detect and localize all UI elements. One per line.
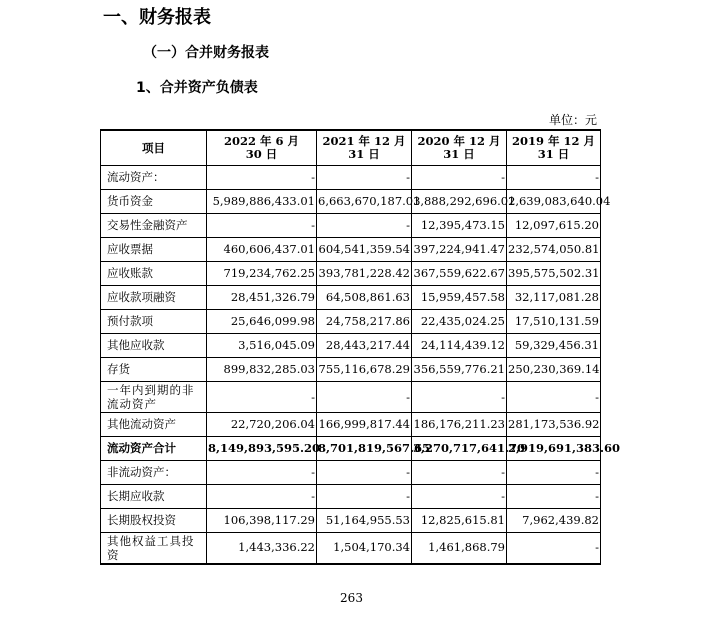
cell-value: 755,116,678.29: [317, 358, 412, 382]
cell-value: 1,888,292,696.02: [412, 190, 507, 214]
cell-value: -: [507, 382, 601, 413]
section-heading: 一、财务报表: [103, 7, 211, 28]
cell-value: 12,395,473.15: [412, 214, 507, 238]
row-label: 交易性金融资产: [101, 214, 207, 238]
column-header-2021-12: 2021 年 12 月 31 日: [317, 130, 412, 166]
table-row: [101, 214, 601, 238]
row-label: 其他权益工具投资: [101, 533, 207, 564]
cell-value: 604,541,359.54: [317, 238, 412, 262]
cell-value: -: [412, 461, 507, 485]
table-row: [101, 509, 601, 533]
cell-value: 15,959,457.58: [412, 286, 507, 310]
cell-value: 32,117,081.28: [507, 286, 601, 310]
cell-value: 186,176,211.23: [412, 413, 507, 437]
cell-value: 12,825,615.81: [412, 509, 507, 533]
cell-value: 6,663,670,187.03: [317, 190, 412, 214]
cell-value: 356,559,776.21: [412, 358, 507, 382]
cell-value: 5,989,886,433.01: [207, 190, 317, 214]
cell-value: 28,451,326.79: [207, 286, 317, 310]
cell-value: 106,398,117.29: [207, 509, 317, 533]
cell-value: 232,574,050.81: [507, 238, 601, 262]
cell-value: -: [317, 485, 412, 509]
cell-value: -: [507, 461, 601, 485]
row-label: 非流动资产：: [101, 461, 207, 485]
cell-value: 64,508,861.63: [317, 286, 412, 310]
cell-value: 166,999,817.44: [317, 413, 412, 437]
cell-value: 397,224,941.47: [412, 238, 507, 262]
cell-value: 51,164,955.53: [317, 509, 412, 533]
cell-value: 17,510,131.59: [507, 310, 601, 334]
row-label: 长期股权投资: [101, 509, 207, 533]
cell-value: -: [207, 485, 317, 509]
cell-value: -: [412, 485, 507, 509]
cell-value: -: [207, 461, 317, 485]
cell-value: -: [507, 533, 601, 564]
cell-value: 393,781,228.42: [317, 262, 412, 286]
row-label: 长期应收款: [101, 485, 207, 509]
cell-value: -: [412, 166, 507, 190]
table-row: [101, 286, 601, 310]
cell-value: 28,443,217.44: [317, 334, 412, 358]
page-number: 263: [340, 591, 363, 605]
table-row: [101, 413, 601, 437]
cell-value: 1,504,170.34: [317, 533, 412, 564]
cell-value: 367,559,622.67: [412, 262, 507, 286]
cell-value: 24,758,217.86: [317, 310, 412, 334]
row-label: 一年内到期的非流动资产: [101, 382, 207, 413]
cell-value: -: [317, 382, 412, 413]
table-heading: 1、合并资产负债表: [136, 80, 258, 96]
table-row: [101, 166, 601, 190]
cell-value: -: [207, 214, 317, 238]
cell-value: -: [507, 485, 601, 509]
cell-value: 460,606,437.01: [207, 238, 317, 262]
table-row: [101, 461, 601, 485]
cell-value: 3,270,717,641.70: [412, 437, 507, 461]
table-row: [101, 533, 601, 564]
cell-value: 250,230,369.14: [507, 358, 601, 382]
table-row-total: [101, 437, 601, 461]
cell-value: 8,701,819,567.65: [317, 437, 412, 461]
cell-value: 8,149,893,595.20: [207, 437, 317, 461]
cell-value: 1,443,336.22: [207, 533, 317, 564]
column-header-2019-12: 2019 年 12 月 31 日: [507, 130, 601, 166]
cell-value: 2,919,691,383.60: [507, 437, 601, 461]
cell-value: 1,461,868.79: [412, 533, 507, 564]
table-header-row: [101, 130, 601, 166]
cell-value: 25,646,099.98: [207, 310, 317, 334]
row-label: 流动资产：: [101, 166, 207, 190]
row-label: 应收票据: [101, 238, 207, 262]
row-label: 应收账款: [101, 262, 207, 286]
cell-value: -: [507, 166, 601, 190]
row-label: 其他应收款: [101, 334, 207, 358]
cell-value: -: [317, 166, 412, 190]
cell-value: -: [207, 382, 317, 413]
cell-value: -: [317, 461, 412, 485]
table-row: [101, 382, 601, 413]
row-label: 其他流动资产: [101, 413, 207, 437]
cell-value: -: [412, 382, 507, 413]
cell-value: 7,962,439.82: [507, 509, 601, 533]
table-row: [101, 334, 601, 358]
column-header-item: 项目: [101, 130, 207, 166]
row-label: 存货: [101, 358, 207, 382]
cell-value: 24,114,439.12: [412, 334, 507, 358]
table-row: [101, 262, 601, 286]
row-label: 应收款项融资: [101, 286, 207, 310]
table-row: [101, 485, 601, 509]
cell-value: 1,639,083,640.04: [507, 190, 601, 214]
table-row: [101, 310, 601, 334]
cell-value: 59,329,456.31: [507, 334, 601, 358]
cell-value: 719,234,762.25: [207, 262, 317, 286]
column-header-2020-12: 2020 年 12 月 31 日: [412, 130, 507, 166]
table-row: [101, 238, 601, 262]
cell-value: 3,516,045.09: [207, 334, 317, 358]
row-label: 预付款项: [101, 310, 207, 334]
balance-sheet-table: [100, 129, 621, 565]
row-label: 货币资金: [101, 190, 207, 214]
cell-value: -: [207, 166, 317, 190]
cell-value: 281,173,536.92: [507, 413, 601, 437]
table-row: [101, 190, 601, 214]
column-header-2022-06: 2022 年 6 月 30 日: [207, 130, 317, 166]
table-row: [101, 358, 601, 382]
cell-value: 395,575,502.31: [507, 262, 601, 286]
unit-label: 单位：元: [548, 113, 597, 127]
cell-value: 22,435,024.25: [412, 310, 507, 334]
row-label: 流动资产合计: [101, 437, 207, 461]
cell-value: 12,097,615.20: [507, 214, 601, 238]
subsection-heading: （一）合并财务报表: [143, 45, 269, 61]
cell-value: 22,720,206.04: [207, 413, 317, 437]
cell-value: -: [317, 214, 412, 238]
cell-value: 899,832,285.03: [207, 358, 317, 382]
